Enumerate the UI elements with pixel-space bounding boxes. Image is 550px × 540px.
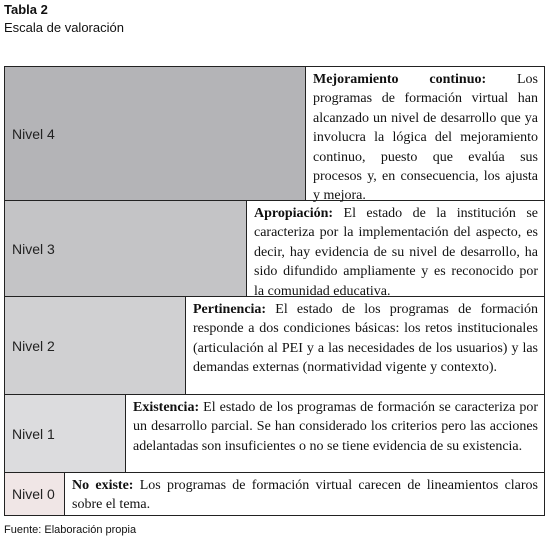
level-text: El estado de la institución se caracteriza por la implementación del aspecto, es decir, hay evidencia de su nivel de desarrollo, ha sido difundido ampliamente y es reconocido por la comunidad educativa. <box>254 206 538 299</box>
table-source-note: Fuente: Elaboración propia <box>4 524 137 536</box>
table-title: Tabla 2 <box>4 2 48 17</box>
level-description <box>126 395 544 472</box>
rating-scale-table <box>4 66 545 516</box>
level-term: Existencia: <box>133 400 200 415</box>
level-description <box>247 201 544 299</box>
level-text: El estado de los programas de formación responde a dos condiciones básicas: los retos institucionales (articulación al PEI y a las necesidades de los usuarios) y las demandas externas (normatividad vigente y contexto). <box>193 302 538 376</box>
level-label: Nivel 0 <box>5 473 65 515</box>
level-description <box>306 67 544 204</box>
level-term: Apropiación: <box>254 206 334 221</box>
level-label: Nivel 2 <box>5 297 186 394</box>
table-row-level-1 <box>5 395 544 473</box>
level-term: Pertinencia: <box>193 302 267 317</box>
level-label: Nivel 3 <box>5 201 247 296</box>
level-label: Nivel 4 <box>5 67 306 200</box>
table-row-level-2 <box>5 297 544 395</box>
table-subtitle: Escala de valoración <box>4 20 124 35</box>
level-label: Nivel 1 <box>5 395 126 472</box>
table-row-level-3 <box>5 201 544 297</box>
table-row-level-0 <box>5 473 544 515</box>
level-term: No existe: <box>72 478 134 493</box>
level-text: Los programas de formación virtual carecen de lineamientos claros sobre el tema. <box>72 478 538 513</box>
level-description <box>186 297 544 394</box>
level-text: Los programas de formación virtual han alcanzado un nivel de desarrollo que ya involucra la lógica del mejoramiento continuo, puesto que evalúa sus procesos y, en consecuencia, los ajusta y mejora. <box>313 72 538 204</box>
level-term: Mejoramiento continuo: <box>313 72 487 87</box>
level-text: El estado de los programas de formación se caracteriza por un desarrollo parcial. Se han considerado los criterios pero las acciones adelantadas son insuficientes o no se tiene evidencia de su existencia. <box>133 400 538 454</box>
table-row-level-4 <box>5 67 544 204</box>
level-description <box>65 473 544 515</box>
